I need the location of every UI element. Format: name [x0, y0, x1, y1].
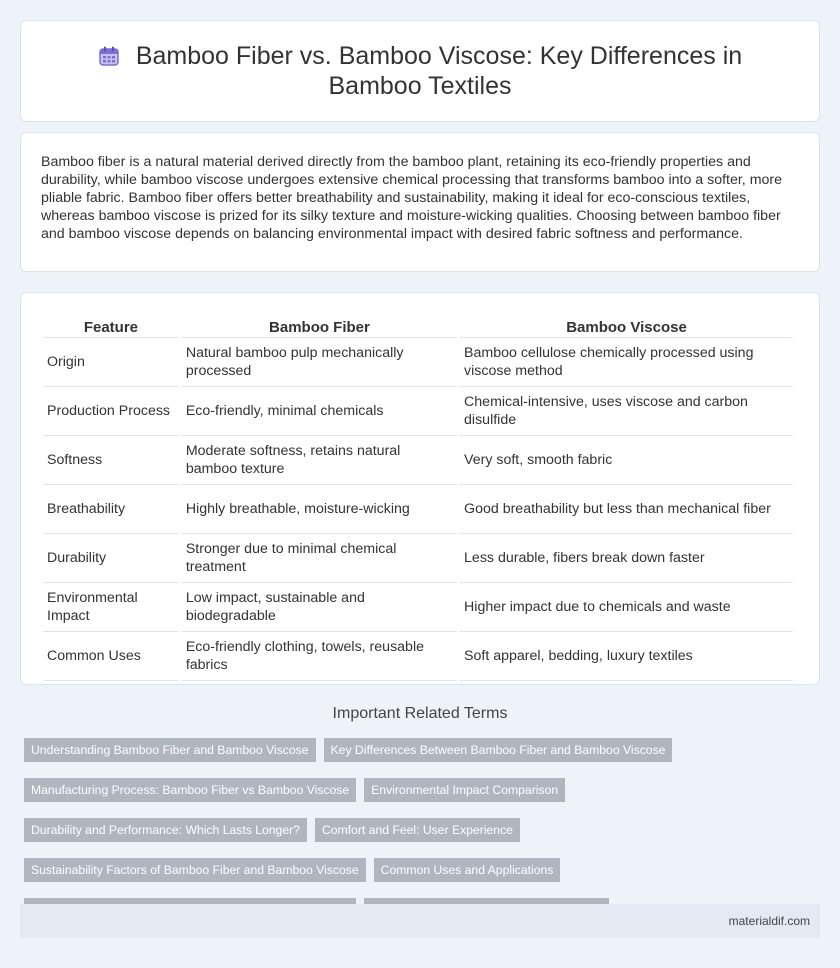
table-row	[43, 632, 793, 681]
cell-bamboo-fiber: Eco-friendly, minimal chemicals	[182, 387, 457, 436]
related-term-tag[interactable]: Durability and Performance: Which Lasts Longer?	[24, 818, 307, 842]
header-feature: Feature	[43, 313, 179, 338]
calendar-icon	[98, 44, 120, 66]
cell-feature: Origin	[43, 338, 179, 387]
table-row	[43, 485, 793, 534]
related-terms-list	[24, 738, 816, 922]
cell-feature: Common Uses	[43, 632, 179, 681]
comparison-table-card	[20, 292, 820, 685]
table-row	[43, 534, 793, 583]
cell-feature: Softness	[43, 436, 179, 485]
related-term-tag[interactable]: Comfort and Feel: User Experience	[315, 818, 520, 842]
cell-bamboo-fiber: Moderate softness, retains natural bamboo texture	[182, 436, 457, 485]
cell-bamboo-viscose: Very soft, smooth fabric	[460, 436, 793, 485]
footer-site-link[interactable]: materialdif.com	[728, 914, 810, 928]
table-row	[43, 387, 793, 436]
table-row	[43, 338, 793, 387]
cell-bamboo-viscose: Soft apparel, bedding, luxury textiles	[460, 632, 793, 681]
cell-feature: Breathability	[43, 485, 179, 534]
related-term-tag[interactable]: Key Differences Between Bamboo Fiber and Bamboo Viscose	[324, 738, 673, 762]
related-term-tag[interactable]: Environmental Impact Comparison	[364, 778, 565, 802]
cell-feature: Production Process	[43, 387, 179, 436]
cell-feature: Durability	[43, 534, 179, 583]
cell-bamboo-fiber: Natural bamboo pulp mechanically processed	[182, 338, 457, 387]
related-term-tag[interactable]: Sustainability Factors of Bamboo Fiber and Bamboo Viscose	[24, 858, 366, 882]
table-header-row	[43, 313, 793, 338]
table-row	[43, 436, 793, 485]
cell-bamboo-fiber: Low impact, sustainable and biodegradable	[182, 583, 457, 632]
intro-card	[20, 132, 820, 272]
table-row	[43, 583, 793, 632]
page-title-text: Bamboo Fiber vs. Bamboo Viscose: Key Differences in Bamboo Textiles	[135, 42, 743, 100]
comparison-table	[40, 313, 796, 681]
cell-bamboo-fiber: Highly breathable, moisture-wicking	[182, 485, 457, 534]
cell-bamboo-viscose: Chemical-intensive, uses viscose and carbon disulfide	[460, 387, 793, 436]
header-bamboo-fiber: Bamboo Fiber	[182, 313, 457, 338]
cell-bamboo-fiber: Stronger due to minimal chemical treatment	[182, 534, 457, 583]
related-term-tag[interactable]: Common Uses and Applications	[374, 858, 561, 882]
related-term-tag[interactable]: Manufacturing Process: Bamboo Fiber vs Bamboo Viscose	[24, 778, 356, 802]
cell-bamboo-fiber: Eco-friendly clothing, towels, reusable fabrics	[182, 632, 457, 681]
cell-feature: Environmental Impact	[43, 583, 179, 632]
cell-bamboo-viscose: Higher impact due to chemicals and waste	[460, 583, 793, 632]
cell-bamboo-viscose: Good breathability but less than mechanical fiber	[460, 485, 793, 534]
header-card	[20, 20, 820, 122]
related-term-tag[interactable]: Understanding Bamboo Fiber and Bamboo Viscose	[24, 738, 316, 762]
cell-bamboo-viscose: Bamboo cellulose chemically processed using viscose method	[460, 338, 793, 387]
cell-bamboo-viscose: Less durable, fibers break down faster	[460, 534, 793, 583]
footer	[20, 904, 820, 938]
page-title	[61, 41, 779, 101]
related-terms-title: Important Related Terms	[332, 705, 508, 722]
intro-paragraph: Bamboo fiber is a natural material derived directly from the bamboo plant, retaining its eco-friendly properties and durability, while bamboo viscose undergoes extensive chemical processing that transforms bamboo into a softer, more pliable fabric. Bamboo fiber offers better breathability and sustainability, making it ideal for eco-conscious textiles, whereas bamboo viscose is prized for its silky texture and moisture-wicking qualities. Choosing between bamboo fiber and bamboo viscose depends on balancing environmental impact with desired fabric softness and performance.	[41, 154, 783, 242]
header-bamboo-viscose: Bamboo Viscose	[460, 313, 793, 338]
